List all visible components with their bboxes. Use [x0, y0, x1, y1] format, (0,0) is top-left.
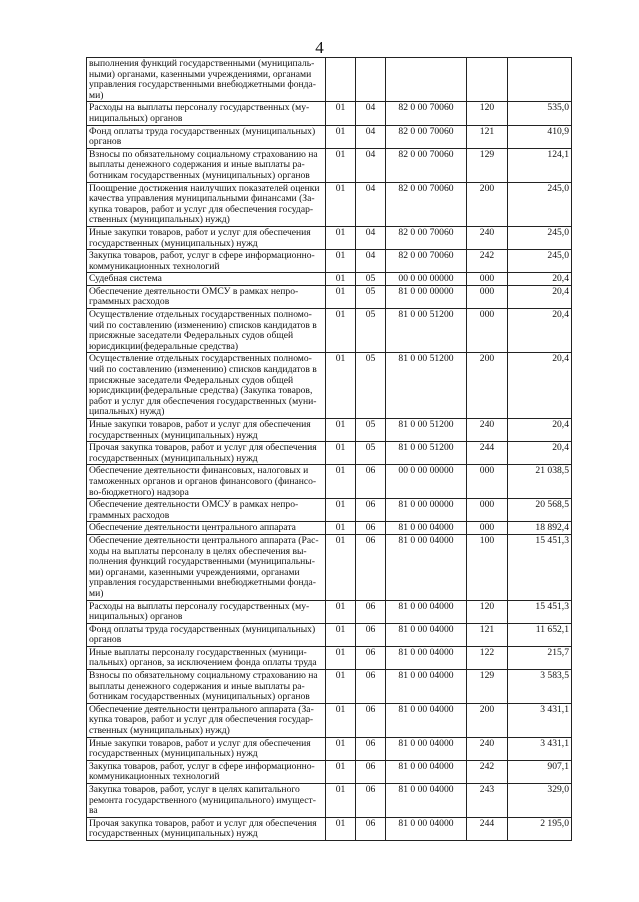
table-row	[87, 285, 572, 308]
table-row	[87, 250, 572, 273]
amount-cell: 15 451,3	[508, 600, 572, 623]
target-article-cell: 81 0 00 04000	[386, 646, 467, 669]
subsection-code-cell: 06	[356, 522, 386, 535]
amount-cell: 329,0	[508, 784, 572, 818]
section-code-cell: 01	[326, 102, 356, 125]
expense-type-cell: 000	[467, 285, 508, 308]
table-row	[87, 522, 572, 535]
target-article-cell: 00 0 00 00000	[386, 465, 467, 499]
expense-name-cell: Взносы по обязательному социальному страхованию на выплаты денежного содержания и иные выплаты ра-ботникам государственных (муниципальных) органов	[87, 148, 326, 182]
amount-cell: 20,4	[508, 442, 572, 465]
expense-name-cell: Обеспечение деятельности центрального аппарата (За-купка товаров, работ и услуг для обеспечения государ-ственных (муниципальных) нужд)	[87, 703, 326, 737]
amount-cell	[508, 58, 572, 102]
target-article-cell: 82 0 00 70060	[386, 148, 467, 182]
table-row	[87, 125, 572, 148]
section-code-cell: 01	[326, 273, 356, 286]
amount-cell: 245,0	[508, 250, 572, 273]
section-code-cell: 01	[326, 534, 356, 600]
expense-type-cell: 200	[467, 182, 508, 226]
table-row	[87, 670, 572, 704]
target-article-cell: 81 0 00 04000	[386, 703, 467, 737]
expense-type-cell	[467, 58, 508, 102]
amount-cell: 907,1	[508, 760, 572, 783]
target-article-cell: 81 0 00 00000	[386, 285, 467, 308]
expense-name-cell: Иные закупки товаров, работ и услуг для обеспечения государственных (муниципальных) нужд	[87, 419, 326, 442]
amount-cell: 20,4	[508, 309, 572, 353]
amount-cell: 21 038,5	[508, 465, 572, 499]
subsection-code-cell: 04	[356, 182, 386, 226]
expense-type-cell: 200	[467, 353, 508, 419]
table-row	[87, 784, 572, 818]
subsection-code-cell: 04	[356, 226, 386, 249]
target-article-cell: 82 0 00 70060	[386, 182, 467, 226]
expense-type-cell: 240	[467, 737, 508, 760]
target-article-cell	[386, 58, 467, 102]
table-row	[87, 442, 572, 465]
expense-name-cell: Закупка товаров, работ, услуг в сфере информационно-коммуникационных технологий	[87, 760, 326, 783]
expense-type-cell: 244	[467, 442, 508, 465]
table-row	[87, 102, 572, 125]
table-row	[87, 226, 572, 249]
amount-cell: 20,4	[508, 419, 572, 442]
expense-name-cell: Закупка товаров, работ, услуг в целях капитального ремонта государственного (муниципального) имущест-ва	[87, 784, 326, 818]
expense-type-cell: 244	[467, 817, 508, 840]
expense-name-cell: Иные выплаты персоналу государственных (муници-пальных) органов, за исключением фонда оплаты труда	[87, 646, 326, 669]
section-code-cell: 01	[326, 285, 356, 308]
section-code-cell: 01	[326, 465, 356, 499]
expense-name-cell: Расходы на выплаты персоналу государственных (му-ниципальных) органов	[87, 102, 326, 125]
table-row	[87, 465, 572, 499]
expense-type-cell: 100	[467, 534, 508, 600]
target-article-cell: 81 0 00 00000	[386, 499, 467, 522]
expense-name-cell: Осуществление отдельных государственных полномо-чий по составлению (изменению) списков кандидатов в присяжные заседатели Федеральных судов общей юрисдикции(федеральные средства) (Закупка товаров, работ и услуг для обеспечения государственных (муни-ципальных) нужд)	[87, 353, 326, 419]
expense-name-cell: Расходы на выплаты персоналу государственных (му-ниципальных) органов	[87, 600, 326, 623]
target-article-cell: 81 0 00 51200	[386, 309, 467, 353]
target-article-cell: 81 0 00 04000	[386, 817, 467, 840]
expense-type-cell: 242	[467, 250, 508, 273]
table-row	[87, 534, 572, 600]
amount-cell: 124,1	[508, 148, 572, 182]
expense-type-cell: 121	[467, 623, 508, 646]
amount-cell: 20 568,5	[508, 499, 572, 522]
subsection-code-cell: 05	[356, 285, 386, 308]
target-article-cell: 81 0 00 04000	[386, 670, 467, 704]
subsection-code-cell: 06	[356, 534, 386, 600]
target-article-cell: 81 0 00 04000	[386, 623, 467, 646]
expense-name-cell: Прочая закупка товаров, работ и услуг для обеспечения государственных (муниципальных) нужд	[87, 442, 326, 465]
subsection-code-cell: 06	[356, 817, 386, 840]
table-row	[87, 817, 572, 840]
subsection-code-cell: 06	[356, 760, 386, 783]
section-code-cell: 01	[326, 760, 356, 783]
amount-cell: 20,4	[508, 353, 572, 419]
subsection-code-cell: 06	[356, 600, 386, 623]
expense-type-cell: 122	[467, 646, 508, 669]
target-article-cell: 81 0 00 04000	[386, 760, 467, 783]
table-row	[87, 499, 572, 522]
amount-cell: 20,4	[508, 285, 572, 308]
amount-cell: 3 431,1	[508, 703, 572, 737]
expense-type-cell: 200	[467, 703, 508, 737]
subsection-code-cell: 06	[356, 646, 386, 669]
table-row	[87, 703, 572, 737]
section-code-cell: 01	[326, 623, 356, 646]
section-code-cell	[326, 58, 356, 102]
subsection-code-cell: 06	[356, 784, 386, 818]
target-article-cell: 82 0 00 70060	[386, 125, 467, 148]
target-article-cell: 81 0 00 51200	[386, 419, 467, 442]
amount-cell: 245,0	[508, 226, 572, 249]
subsection-code-cell: 05	[356, 353, 386, 419]
section-code-cell: 01	[326, 442, 356, 465]
expense-type-cell: 120	[467, 600, 508, 623]
budget-table-body	[87, 58, 572, 841]
section-code-cell: 01	[326, 784, 356, 818]
amount-cell: 11 652,1	[508, 623, 572, 646]
budget-table	[86, 57, 572, 841]
amount-cell: 3 583,5	[508, 670, 572, 704]
expense-type-cell: 000	[467, 309, 508, 353]
expense-name-cell: Прочая закупка товаров, работ и услуг для обеспечения государственных (муниципальных) нужд	[87, 817, 326, 840]
table-row	[87, 623, 572, 646]
expense-name-cell: Обеспечение деятельности ОМСУ в рамках непро-граммных расходов	[87, 285, 326, 308]
expense-name-cell: Осуществление отдельных государственных полномо-чий по составлению (изменению) списков кандидатов в присяжные заседатели Федеральных судов общей юрисдикции(федеральные средства)	[87, 309, 326, 353]
expense-name-cell: Взносы по обязательному социальному страхованию на выплаты денежного содержания и иные выплаты ра-ботникам государственных (муниципальных) органов	[87, 670, 326, 704]
table-row	[87, 58, 572, 102]
amount-cell: 15 451,3	[508, 534, 572, 600]
subsection-code-cell: 04	[356, 250, 386, 273]
subsection-code-cell: 05	[356, 273, 386, 286]
expense-name-cell: Обеспечение деятельности ОМСУ в рамках непро-граммных расходов	[87, 499, 326, 522]
expense-name-cell: Обеспечение деятельности центрального аппарата (Рас-ходы на выплаты персоналу в целях обеспечения вы-полнения функций государственными (муниципальны-ми) органами, казенными учреждениями, органами управления государственными внебюджетными фонда-ми)	[87, 534, 326, 600]
table-row	[87, 182, 572, 226]
target-article-cell: 81 0 00 51200	[386, 353, 467, 419]
expense-name-cell: Поощрение достижения наилучших показателей оценки качества управления муниципальными финансами (За-купка товаров, работ и услуг для обеспечения государ-ственных (муниципальных) нужд)	[87, 182, 326, 226]
expense-type-cell: 121	[467, 125, 508, 148]
subsection-code-cell: 05	[356, 419, 386, 442]
target-article-cell: 81 0 00 04000	[386, 534, 467, 600]
section-code-cell: 01	[326, 250, 356, 273]
section-code-cell: 01	[326, 499, 356, 522]
expense-type-cell: 243	[467, 784, 508, 818]
table-row	[87, 600, 572, 623]
expense-name-cell: Иные закупки товаров, работ и услуг для обеспечения государственных (муниципальных) нужд	[87, 226, 326, 249]
subsection-code-cell: 05	[356, 442, 386, 465]
amount-cell: 245,0	[508, 182, 572, 226]
expense-type-cell: 240	[467, 226, 508, 249]
expense-name-cell: Обеспечение деятельности центрального аппарата	[87, 522, 326, 535]
section-code-cell: 01	[326, 817, 356, 840]
subsection-code-cell: 06	[356, 703, 386, 737]
target-article-cell: 81 0 00 51200	[386, 442, 467, 465]
section-code-cell: 01	[326, 737, 356, 760]
expense-type-cell: 129	[467, 148, 508, 182]
target-article-cell: 81 0 00 04000	[386, 600, 467, 623]
expense-type-cell: 129	[467, 670, 508, 704]
subsection-code-cell: 06	[356, 623, 386, 646]
amount-cell: 535,0	[508, 102, 572, 125]
section-code-cell: 01	[326, 703, 356, 737]
expense-type-cell: 120	[467, 102, 508, 125]
target-article-cell: 81 0 00 04000	[386, 522, 467, 535]
section-code-cell: 01	[326, 309, 356, 353]
target-article-cell: 82 0 00 70060	[386, 250, 467, 273]
subsection-code-cell: 06	[356, 465, 386, 499]
amount-cell: 18 892,4	[508, 522, 572, 535]
expense-type-cell: 000	[467, 522, 508, 535]
table-row	[87, 353, 572, 419]
section-code-cell: 01	[326, 419, 356, 442]
section-code-cell: 01	[326, 226, 356, 249]
expense-name-cell: Судебная система	[87, 273, 326, 286]
expense-name-cell: Закупка товаров, работ, услуг в сфере информационно-коммуникационных технологий	[87, 250, 326, 273]
expense-type-cell: 240	[467, 419, 508, 442]
expense-type-cell: 000	[467, 499, 508, 522]
target-article-cell: 81 0 00 04000	[386, 784, 467, 818]
target-article-cell: 82 0 00 70060	[386, 102, 467, 125]
table-row	[87, 737, 572, 760]
expense-name-cell: выполнения функций государственными (муниципаль-ными) органами, казенными учреждениями, органами управления государственными внебюджетными фонда-ми)	[87, 58, 326, 102]
target-article-cell: 82 0 00 70060	[386, 226, 467, 249]
amount-cell: 3 431,1	[508, 737, 572, 760]
section-code-cell: 01	[326, 148, 356, 182]
subsection-code-cell: 04	[356, 125, 386, 148]
amount-cell: 20,4	[508, 273, 572, 286]
table-row	[87, 419, 572, 442]
expense-type-cell: 000	[467, 465, 508, 499]
subsection-code-cell: 04	[356, 102, 386, 125]
table-row	[87, 760, 572, 783]
section-code-cell: 01	[326, 522, 356, 535]
subsection-code-cell: 04	[356, 148, 386, 182]
expense-type-cell: 242	[467, 760, 508, 783]
page-number: 4	[315, 38, 324, 57]
table-row	[87, 309, 572, 353]
table-row	[87, 273, 572, 286]
table-row	[87, 148, 572, 182]
section-code-cell: 01	[326, 670, 356, 704]
expense-name-cell: Обеспечение деятельности финансовых, налоговых и таможенных органов и органов финансового (финансо-во-бюджетного) надзора	[87, 465, 326, 499]
amount-cell: 2 195,0	[508, 817, 572, 840]
section-code-cell: 01	[326, 353, 356, 419]
subsection-code-cell: 06	[356, 499, 386, 522]
amount-cell: 215,7	[508, 646, 572, 669]
expense-type-cell: 000	[467, 273, 508, 286]
section-code-cell: 01	[326, 646, 356, 669]
table-row	[87, 646, 572, 669]
subsection-code-cell	[356, 58, 386, 102]
section-code-cell: 01	[326, 600, 356, 623]
subsection-code-cell: 05	[356, 309, 386, 353]
section-code-cell: 01	[326, 125, 356, 148]
target-article-cell: 00 0 00 00000	[386, 273, 467, 286]
expense-name-cell: Фонд оплаты труда государственных (муниципальных) органов	[87, 623, 326, 646]
subsection-code-cell: 06	[356, 670, 386, 704]
section-code-cell: 01	[326, 182, 356, 226]
subsection-code-cell: 06	[356, 737, 386, 760]
expense-name-cell: Фонд оплаты труда государственных (муниципальных) органов	[87, 125, 326, 148]
amount-cell: 410,9	[508, 125, 572, 148]
target-article-cell: 81 0 00 04000	[386, 737, 467, 760]
expense-name-cell: Иные закупки товаров, работ и услуг для обеспечения государственных (муниципальных) нужд	[87, 737, 326, 760]
